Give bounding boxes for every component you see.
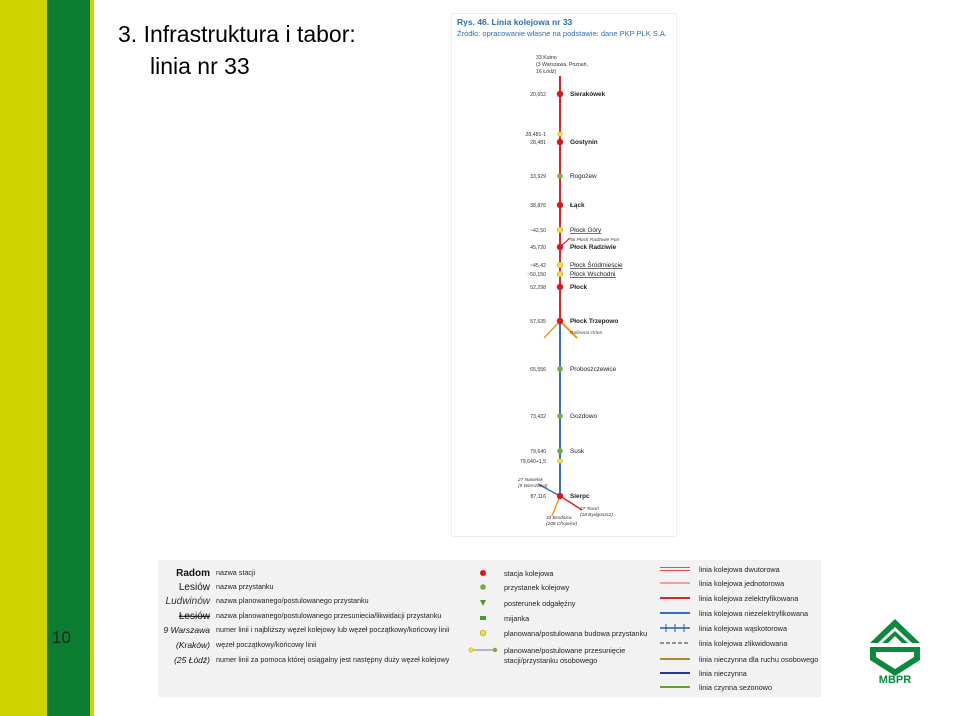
station-km: 73,432 (530, 414, 546, 420)
legend-line-label: linia kolejowa niezelektryfikowana (699, 609, 809, 618)
legend-line-label: linia kolejowa dwutorowa (699, 565, 780, 574)
station-marker (557, 202, 563, 208)
station-km: 20,652 (530, 92, 546, 98)
top-note-line: 33 Kutno (536, 55, 557, 61)
station-km: ~42,50 (529, 228, 546, 234)
legend-name-sample: Ludwinów (165, 596, 210, 607)
station-km: 65,556 (530, 367, 546, 373)
legend-name-sample: Łesiów (178, 611, 210, 622)
station-name: Gostynin (570, 139, 598, 146)
station-km: 57,635 (530, 319, 546, 325)
green-dot-icon (480, 584, 486, 590)
station-name: Gozdowo (570, 413, 597, 420)
left-accent-line (90, 0, 94, 716)
yellow-dot-icon (480, 630, 486, 636)
legend-line-label: linia kolejowa wąskotorowa (699, 624, 788, 633)
station-marker (557, 271, 563, 277)
page-number: 10 (52, 628, 71, 647)
passing-loop-icon (480, 616, 486, 620)
station-km: 33,929 (530, 174, 546, 180)
station-name: Płock Góry (570, 227, 602, 234)
bottom-note-bottom: (208 Chojnice) (546, 522, 578, 527)
legend-name-desc: numer linii za pomoca której osiągalny jest następny duży węzeł kolejowy (216, 655, 450, 664)
station-km: ~45,42 (529, 263, 546, 269)
station-name: Płock (570, 284, 588, 291)
station-km: 79,640 (530, 449, 546, 455)
station-marker (557, 227, 563, 233)
station-name: 56 Płock Radziwie Port (570, 238, 620, 243)
legend-name-desc: nazwa stacji (216, 568, 256, 577)
station-marker (557, 366, 563, 372)
station-marker (557, 139, 563, 145)
station-name: Płock Śródmieście (570, 262, 623, 269)
legend-name-desc: nazwa planowanego/postulowanego przystanku (216, 596, 369, 605)
legend-name-desc: nazwa przystanku (216, 582, 274, 591)
legend-symbol-label: stacji/przystanku osobowego (504, 656, 598, 665)
left-green-band (47, 0, 90, 716)
legend-symbol-label: stacja kolejowa (504, 569, 554, 578)
diagram-caption-source: Źródło: opracowanie własne na podstawie: dane PKP PLK S.A. (457, 29, 667, 38)
station-km: 28,481 (530, 140, 546, 146)
legend-symbol-label: planowana/postulowana budowa przystanku (504, 629, 648, 638)
station-name: Rafineria Orlen (570, 331, 603, 336)
diagram-caption-title: Rys. 46. Linia kolejowa nr 33 (457, 17, 573, 27)
station-km: 79,640+1,5 (519, 459, 546, 465)
legend-symbol-label: planowane/postulowane przesunięcie (504, 646, 626, 655)
slide-title-line1: 3. Infrastruktura i tabor: (118, 21, 356, 47)
mbpr-logo (862, 617, 928, 685)
legend-graphics (158, 560, 821, 697)
station-km: 38,876 (530, 203, 546, 209)
svg-text:MBPR: MBPR (878, 674, 912, 685)
legend-symbol-label: posterunek odgałęźny (504, 599, 576, 608)
legend-panel (158, 560, 821, 697)
top-note-line: 16 Łódź) (536, 69, 557, 75)
legend-name-sample: (Kraków) (175, 640, 210, 650)
station-marker (557, 262, 563, 268)
legend-name-desc: nazwa planowanego/postulowanego przesuniecia/likwidacji przystanku (216, 611, 442, 620)
station-name: Proboszczewice (570, 366, 617, 373)
station-marker (557, 173, 563, 179)
legend-name-sample: Radom (176, 568, 210, 579)
legend-symbol-label: mijanka (504, 614, 530, 623)
station-marker (557, 413, 563, 419)
station-km: ~50,150 (527, 272, 546, 278)
green-triangle-icon (480, 600, 486, 606)
station-marker (557, 284, 563, 290)
station-marker (557, 493, 563, 499)
bottom-note-left: 27 Nasielsk (518, 478, 543, 483)
station-marker (557, 244, 563, 250)
legend-line-label: linia kolejowa jednotorowa (699, 579, 785, 588)
slide-title (118, 20, 356, 80)
legend-symbol-label: przystanek kolejowy (504, 583, 570, 592)
legend-name-sample: 9 Warszawa (163, 625, 210, 635)
station-marker (557, 91, 563, 97)
station-name: Susk (570, 448, 585, 455)
branch-refinery-left (544, 321, 560, 338)
station-name: Płock Wschodni (570, 271, 616, 278)
station-marker (558, 459, 563, 464)
legend-line-label: linia czynna sezonowo (699, 683, 773, 692)
left-yellow-band (0, 0, 47, 716)
bottom-note-right: 27 Toruń (580, 507, 599, 512)
legend-name-sample: Lesiów (178, 582, 210, 593)
red-dot-icon (480, 570, 486, 576)
station-km: 45,720 (530, 245, 546, 251)
moved-stop-to-icon (493, 648, 497, 652)
station-name: Sierakówek (570, 91, 606, 98)
station-km: 28,481-1 (525, 132, 546, 138)
legend-name-sample: (25 Łódź) (174, 655, 210, 665)
legend-line-label: linia nieczynna dla ruchu osobowego (699, 655, 819, 664)
bottom-note-right: (18 Bydgoszcz) (580, 513, 614, 518)
station-name: Płock Trzepowo (570, 318, 619, 325)
line-schematic (452, 14, 678, 538)
legend-line-label: linia kolejowa zlikwidowana (699, 639, 788, 648)
station-name: Rogożew (570, 173, 597, 180)
bottom-note-left: (9 Warszawa) (518, 484, 548, 489)
branch-brodnica (552, 496, 560, 516)
legend-name-desc: numer linii i najbliższy węzeł kolejowy lub węzeł początkowy/końcowy linii (216, 625, 450, 634)
station-marker (558, 132, 563, 137)
station-name: Sierpc (570, 493, 590, 500)
legend-name-desc: węzeł początkowy/końcowy linii (216, 640, 317, 649)
station-name: Płock Radziwie (570, 244, 617, 251)
station-marker (557, 448, 563, 454)
slide-title-line2: linia nr 33 (150, 53, 250, 79)
station-name: Łąck (570, 202, 585, 209)
station-km: 87,116 (530, 494, 546, 500)
moved-stop-from-icon (469, 648, 473, 652)
station-marker (557, 318, 563, 324)
bottom-note-bottom: 33 Brodnica (546, 516, 572, 521)
station-km: 52,298 (530, 285, 546, 291)
legend-line-label: linia kolejowa zelektryfikowana (699, 594, 799, 603)
top-note-line: (3 Warszawa, Poznań, (536, 62, 588, 68)
legend-line-label: linia nieczynna (699, 669, 747, 678)
railway-line-diagram (451, 13, 677, 537)
